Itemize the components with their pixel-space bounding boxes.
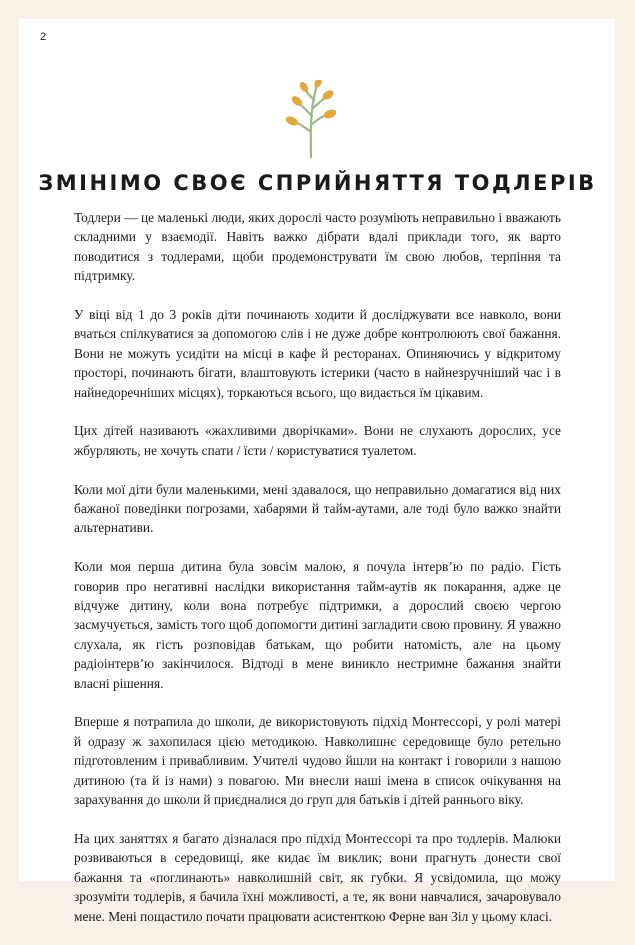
paragraph: Коли моя перша дитина була зовсім малою, я почула інтерв’ю по радіо. Гість говорив про негативні наслідки використання тайм-аутів як покарання, адже це відчуже дитину, коли вона потребує підтримки, а дорослий своєю чергою засмучується, замість того щоб допомогти дитині загладити свою провину. Я уважно слухала, як гість розповідав батькам, що робити натомість, але на цьому радіоінтерв’ю закінчилося. Відтоді в мене виникло нестримне бажання знайти власні рішення. bbox=[74, 559, 561, 691]
paragraph: Коли мої діти були маленькими, мені здавалося, що неправильно домагатися від них бажаної поведінки погрозами, хабарями й тайм-аутами, але тоді було важко знайти альтернативи. bbox=[74, 481, 561, 536]
paragraph: На цих заняттях я багато дізналася про підхід Монтессорі та про тодлерів. Малюки розвиваються в середовищі, яке кидає їм виклик; вони прагнуть донести свої бажання та «поглинають» навколишній світ, як губки. Я усвідомила, що можу зрозуміти тодлерів, я бачила їхні можливості, а те, як вони навчалися, зачаровувало мене. Мені пощастило почати працювати асистенткою Ферне ван Зіл у цьому класі. bbox=[74, 830, 561, 924]
paragraph: У віці від 1 до 3 років діти починають ходити й досліджувати все навколо, вони вчаться спілкуватися за допомогою слів і не дуже добре контролюють свої бажання. Вони не можуть усидіти на місці в кафе й ресторанах. Опиняючись у відкритому просторі, починають бігати, влаштовують істерики (часто в найнезручніший час і в найнедоречніших місцях), торкаються всього, що видається їм цікавим. bbox=[74, 307, 561, 400]
paragraph: Вперше я потрапила до школи, де використовують підхід Монтессорі, у ролі матері й одразу ж захопилася цією методикою. Навколишнє середовище було ретельно підготовленим і привабливим. Учителі чудово йшли на контакт і говорили з нашою дитиною (та й із нами) з повагою. Ми внесли наші імена в список очікування на зарахування до школи й приєдналися до груп для батьків і дітей раннього віку. bbox=[74, 714, 561, 808]
paragraph: Цих дітей називають «жахливими дворічками». Вони не слухають дорослих, усе жбурляють, не хочуть спати / їсти / користуватися туалетом. bbox=[74, 423, 561, 458]
body-text bbox=[74, 208, 561, 945]
paragraph: Тодлери — це маленькі люди, яких дорослі часто розуміють неправильно і вважають складними у взаємодії. Навіть важко дібрати вдалі приклади того, як варто поводитися з тодлерами, щоби продемонструвати їм свою любов, терпіння та підтримку. bbox=[74, 210, 561, 284]
page-title: ЗМІНІМО СВОЄ СПРИЙНЯТТЯ ТОДЛЕРІВ bbox=[38, 171, 597, 195]
page-number: 2 bbox=[40, 31, 47, 43]
sprig-icon bbox=[284, 80, 338, 158]
